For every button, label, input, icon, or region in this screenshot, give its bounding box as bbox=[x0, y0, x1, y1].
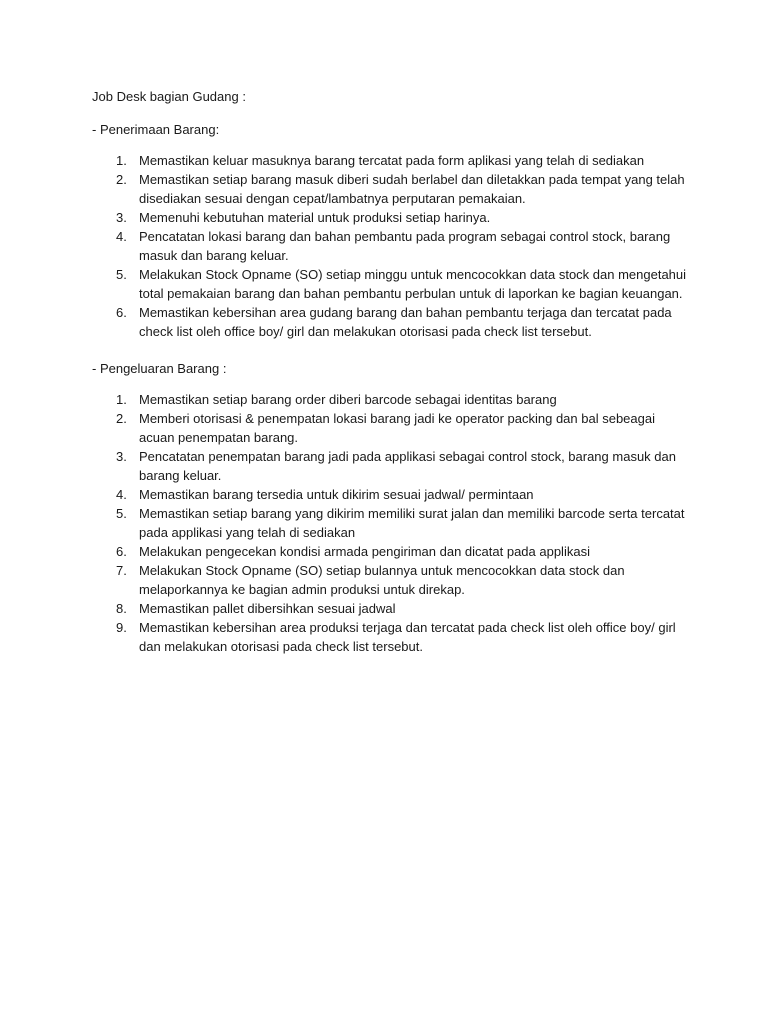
item-number: 1. bbox=[116, 392, 127, 407]
item-text: Pencatatan penempatan barang jadi pada applikasi sebagai control stock, barang masuk dan barang keluar. bbox=[139, 449, 676, 483]
item-text: Memastikan pallet dibersihkan sesuai jadwal bbox=[139, 601, 396, 616]
item-number: 6. bbox=[116, 305, 127, 320]
list-item bbox=[92, 151, 692, 170]
list-item bbox=[92, 303, 692, 341]
item-number: 7. bbox=[116, 563, 127, 578]
section-penerimaan-barang bbox=[92, 120, 692, 341]
document-title: Job Desk bagian Gudang : bbox=[92, 89, 246, 104]
item-number: 8. bbox=[116, 601, 127, 616]
item-number: 4. bbox=[116, 229, 127, 244]
list-item bbox=[92, 447, 692, 485]
list-item bbox=[92, 170, 692, 208]
numbered-list bbox=[92, 151, 692, 341]
item-text: Pencatatan lokasi barang dan bahan pembantu pada program sebagai control stock, barang masuk dan barang keluar. bbox=[139, 229, 671, 263]
item-text: Memastikan barang tersedia untuk dikirim sesuai jadwal/ permintaan bbox=[139, 487, 534, 502]
document-page bbox=[92, 87, 692, 656]
list-item bbox=[92, 504, 692, 542]
item-number: 3. bbox=[116, 449, 127, 464]
item-number: 1. bbox=[116, 153, 127, 168]
list-item bbox=[92, 485, 692, 504]
item-text: Memenuhi kebutuhan material untuk produksi setiap harinya. bbox=[139, 210, 491, 225]
item-number: 5. bbox=[116, 506, 127, 521]
list-item bbox=[92, 208, 692, 227]
item-text: Memastikan kebersihan area gudang barang dan bahan pembantu terjaga dan tercatat pada check list oleh office boy/ girl dan melakukan otorisasi pada check list tersebut. bbox=[139, 305, 672, 339]
item-text: Memberi otorisasi & penempatan lokasi barang jadi ke operator packing dan bal sebeagai acuan penempatan barang. bbox=[139, 411, 655, 445]
item-number: 2. bbox=[116, 172, 127, 187]
list-item bbox=[92, 599, 692, 618]
item-text: Memastikan setiap barang order diberi barcode sebagai identitas barang bbox=[139, 392, 557, 407]
item-number: 5. bbox=[116, 267, 127, 282]
item-text: Melakukan pengecekan kondisi armada pengiriman dan dicatat pada applikasi bbox=[139, 544, 590, 559]
item-text: Memastikan setiap barang yang dikirim memiliki surat jalan dan memiliki barcode serta tercatat pada applikasi yang telah di sediakan bbox=[139, 506, 685, 540]
section-heading: - Pengeluaran Barang : bbox=[92, 361, 227, 376]
item-text: Melakukan Stock Opname (SO) setiap minggu untuk mencocokkan data stock dan mengetahui total pemakaian barang dan bahan pembantu perbulan untuk di laporkan ke bagian keuangan. bbox=[139, 267, 687, 301]
numbered-list bbox=[92, 390, 692, 656]
list-item bbox=[92, 227, 692, 265]
item-number: 3. bbox=[116, 210, 127, 225]
list-item bbox=[92, 409, 692, 447]
list-item bbox=[92, 390, 692, 409]
item-text: Memastikan setiap barang masuk diberi sudah berlabel dan diletakkan pada tempat yang telah disediakan sesuai dengan cepat/lambatnya perputaran pemakaian. bbox=[139, 172, 685, 206]
section-heading: - Penerimaan Barang: bbox=[92, 122, 220, 137]
list-item bbox=[92, 618, 692, 656]
list-item bbox=[92, 265, 692, 303]
item-text: Memastikan kebersihan area produksi terjaga dan tercatat pada check list oleh office boy/ girl dan melakukan otorisasi pada check list tersebut. bbox=[139, 620, 676, 654]
item-number: 2. bbox=[116, 411, 127, 426]
item-text: Memastikan keluar masuknya barang tercatat pada form aplikasi yang telah di sediakan bbox=[139, 153, 645, 168]
list-item bbox=[92, 542, 692, 561]
item-number: 9. bbox=[116, 620, 127, 635]
section-pengeluaran-barang bbox=[92, 359, 692, 656]
list-item bbox=[92, 561, 692, 599]
item-text: Melakukan Stock Opname (SO) setiap bulannya untuk mencocokkan data stock dan melaporkannya ke bagian admin produksi untuk direkap. bbox=[139, 563, 625, 597]
item-number: 4. bbox=[116, 487, 127, 502]
item-number: 6. bbox=[116, 544, 127, 559]
